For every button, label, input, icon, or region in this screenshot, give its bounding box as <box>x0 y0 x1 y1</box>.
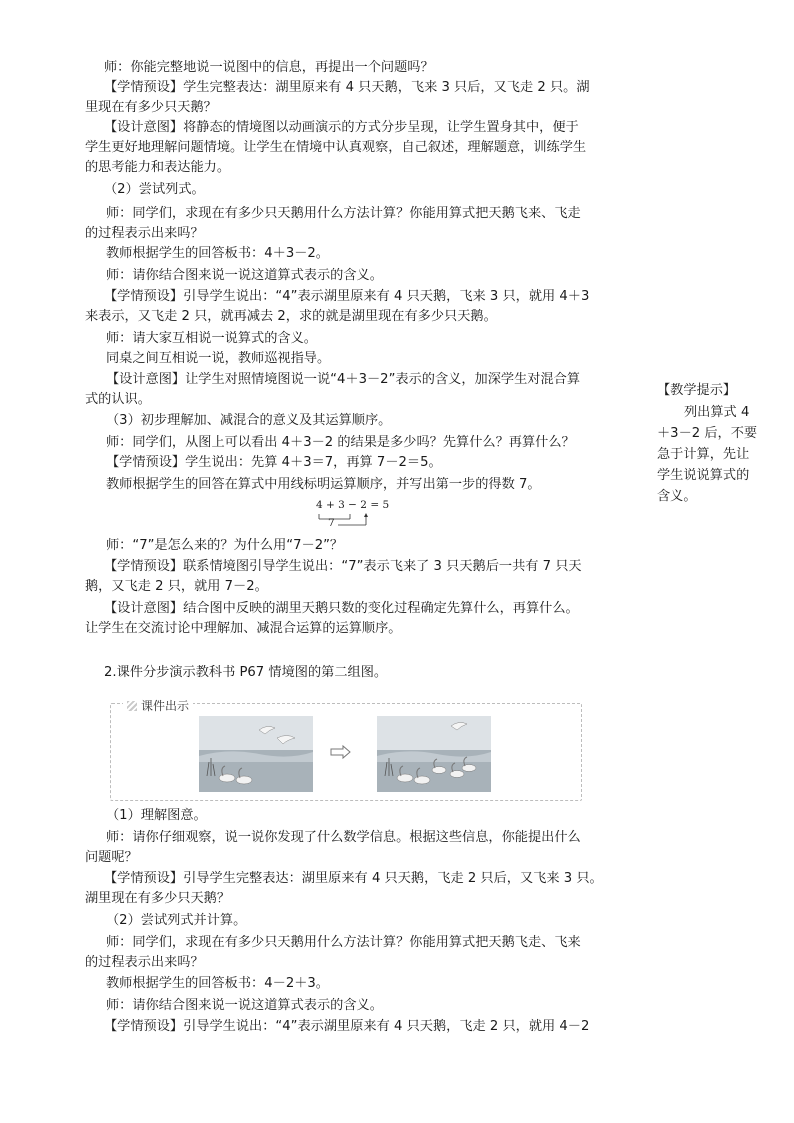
text-line: （3）初步理解加、减混合的意义及其运算顺序。 <box>106 413 392 428</box>
courseware-label <box>123 697 193 714</box>
text-line: 2.课件分步演示教科书 P67 情境图的第二组图。 <box>104 665 388 680</box>
text-line: 湖里现在有多少只天鹅？ <box>85 891 231 906</box>
teaching-tip-line: 含义。 <box>657 489 697 504</box>
text-line: 师：请你结合图来说一说这道算式表示的含义。 <box>106 268 383 283</box>
text-line: 【学情预设】联系情境图引导学生说出：“7”表示飞来了 3 只天鹅后一共有 7 只天 <box>104 559 582 574</box>
text-line: 教师根据学生的回答在算式中用线标明运算顺序，并写出第一步的得数 7。 <box>106 477 541 492</box>
text-line: 【学情预设】学生完整表达：湖里原来有 4 只天鹅，飞来 3 只后，又飞走 2 只。湖 <box>104 80 590 95</box>
text-line: 师：请你结合图来说一说这道算式表示的含义。 <box>106 998 383 1013</box>
text-line: 师：“7”是怎么来的？为什么用“7－2”？ <box>106 538 344 553</box>
text-line: 师：请大家互相说一说算式的含义。 <box>106 331 317 346</box>
text-line: （2）尝试列式。 <box>104 182 205 197</box>
operation-order-diagram <box>316 499 406 529</box>
text-line: 【设计意图】让学生对照情境图说一说“4＋3－2”表示的含义，加深学生对混合算 <box>106 372 581 387</box>
teaching-tip-title: 【教学提示】 <box>657 383 737 398</box>
text-line: 【设计意图】结合图中反映的湖里天鹅只数的变化过程确定先算什么，再算什么。 <box>104 601 579 616</box>
text-line: 师：同学们，从图上可以看出 4＋3－2 的结果是多少吗？先算什么？再算什么？ <box>106 435 575 450</box>
text-line: 教师根据学生的回答板书：4－2＋3。 <box>106 976 329 991</box>
text-line: 来表示，又飞走 2 只，就再减去 2，求的就是湖里现在有多少只天鹅。 <box>85 309 497 324</box>
text-line: 的过程表示出来吗？ <box>85 955 204 970</box>
text-line: 【学情预设】引导学生说出：“4”表示湖里原来有 4 只天鹅，飞走 2 只，就用 4－2 <box>104 1019 590 1034</box>
text-line: （2）尝试列式并计算。 <box>106 913 247 928</box>
teaching-tip-line: ＋3－2 后，不要 <box>657 426 758 441</box>
text-line: （1）理解图意。 <box>106 808 207 823</box>
text-line: 师：同学们，求现在有多少只天鹅用什么方法计算？你能用算式把天鹅飞走、飞来 <box>106 935 581 950</box>
text-line: 里现在有多少只天鹅？ <box>85 100 217 115</box>
text-line: 同桌之间互相说一说，教师巡视指导。 <box>106 351 331 366</box>
text-line: 的思考能力和表达能力。 <box>85 160 231 175</box>
stripe-arrow-icon <box>127 701 137 711</box>
text-line: 教师根据学生的回答板书：4＋3－2。 <box>106 246 329 261</box>
text-line: 的过程表示出来吗？ <box>85 226 204 241</box>
courseware-label-text: 课件出示 <box>141 699 190 713</box>
courseware-panel <box>110 699 582 801</box>
text-line: 【设计意图】将静态的情境图以动画演示的方式分步呈现，让学生置身其中，便于 <box>104 120 579 135</box>
text-line: 师：你能完整地说一说图中的信息，再提出一个问题吗？ <box>104 60 434 75</box>
teaching-tip-line: 列出算式 4 <box>684 405 750 420</box>
teaching-tip-line: 急于计算，先让 <box>657 447 750 462</box>
text-line: 问题呢？ <box>85 850 138 865</box>
text-line: 【学情预设】学生说出：先算 4＋3＝7，再算 7－2＝5。 <box>106 455 442 470</box>
text-line: 师：同学们，求现在有多少只天鹅用什么方法计算？你能用算式把天鹅飞来、飞走 <box>106 206 581 221</box>
text-line: 【学情预设】引导学生完整表达：湖里原来有 4 只天鹅，飞走 2 只后，又飞来 3 只。 <box>104 871 603 886</box>
text-line: 式的认识。 <box>85 392 151 407</box>
equation-partial-result: 7 <box>328 517 335 529</box>
text-line: 【学情预设】引导学生说出：“4”表示湖里原来有 4 只天鹅，飞来 3 只，就用 4＋3 <box>104 289 590 304</box>
teaching-tip-line: 学生说说算式的 <box>657 468 750 483</box>
swan-scene-before <box>199 716 313 792</box>
text-line: 鹅，又飞走 2 只，就用 7－2。 <box>85 579 268 594</box>
equation-expression: 4 + 3 − 2 = 5 <box>316 499 390 511</box>
text-line: 师：请你仔细观察，说一说你发现了什么数学信息。根据这些信息，你能提出什么 <box>106 830 581 845</box>
text-line: 让学生在交流讨论中理解加、减混合运算的运算顺序。 <box>85 621 402 636</box>
text-line: 学生更好地理解问题情境。让学生在情境中认真观察，自己叙述，理解题意，训练学生 <box>85 140 587 155</box>
swan-scene-after <box>377 716 491 792</box>
right-arrow-icon <box>329 744 353 760</box>
